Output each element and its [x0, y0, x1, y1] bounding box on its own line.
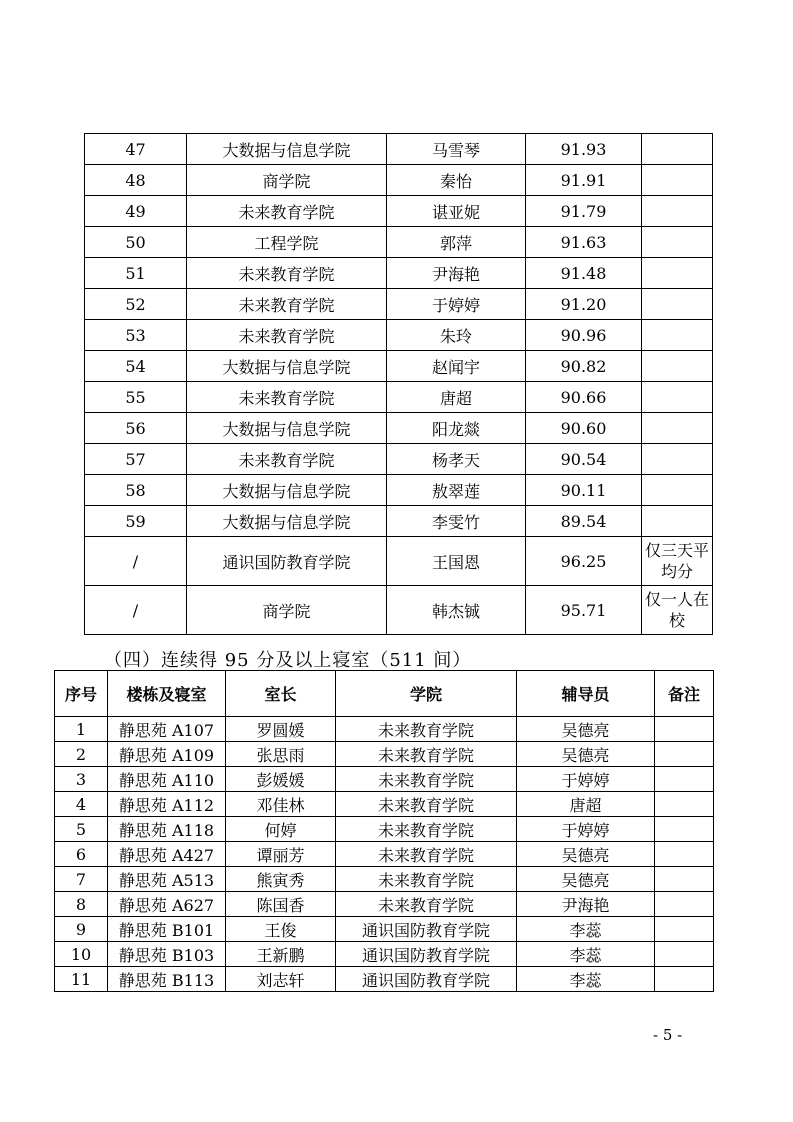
- cell-no: 56: [85, 413, 187, 444]
- cell-counselor: 尹海艳: [517, 892, 655, 917]
- cell-counselor: 于婷婷: [517, 817, 655, 842]
- cell-room: 静思苑 A118: [108, 817, 226, 842]
- cell-note: [642, 289, 713, 320]
- header-room: 楼栋及寝室: [108, 671, 226, 717]
- cell-note: [655, 967, 714, 992]
- cell-score: 96.25: [526, 537, 642, 586]
- cell-leader: 刘志轩: [226, 967, 336, 992]
- cell-note: [642, 134, 713, 165]
- cell-counselor: 吴德亮: [517, 742, 655, 767]
- cell-note: [642, 196, 713, 227]
- cell-room: 静思苑 A109: [108, 742, 226, 767]
- score-table: [84, 133, 713, 635]
- cell-note: [655, 792, 714, 817]
- cell-note: [655, 917, 714, 942]
- score-row: [85, 382, 713, 413]
- cell-no: 11: [55, 967, 108, 992]
- cell-no: 51: [85, 258, 187, 289]
- cell-college: 未来教育学院: [336, 742, 517, 767]
- cell-name: 赵闻宇: [387, 351, 526, 382]
- cell-no: 50: [85, 227, 187, 258]
- cell-score: 91.93: [526, 134, 642, 165]
- header-note: 备注: [655, 671, 714, 717]
- cell-no: 54: [85, 351, 187, 382]
- cell-college: 通识国防教育学院: [336, 917, 517, 942]
- cell-note: [655, 767, 714, 792]
- score-row: [85, 351, 713, 382]
- cell-no: 52: [85, 289, 187, 320]
- cell-no: 59: [85, 506, 187, 537]
- cell-leader: 何婷: [226, 817, 336, 842]
- cell-college: 大数据与信息学院: [187, 134, 387, 165]
- score-row: [85, 258, 713, 289]
- score-row: [85, 165, 713, 196]
- dorm-row: [55, 842, 714, 867]
- score-row: [85, 196, 713, 227]
- score-row: [85, 320, 713, 351]
- dorm-row: [55, 942, 714, 967]
- cell-room: 静思苑 A112: [108, 792, 226, 817]
- cell-college: 未来教育学院: [187, 258, 387, 289]
- cell-no: 55: [85, 382, 187, 413]
- cell-note: [655, 742, 714, 767]
- cell-college: 未来教育学院: [187, 320, 387, 351]
- cell-counselor: 唐超: [517, 792, 655, 817]
- cell-college: 商学院: [187, 165, 387, 196]
- score-row: [85, 586, 713, 635]
- cell-college: 未来教育学院: [336, 792, 517, 817]
- score-row: [85, 537, 713, 586]
- cell-name: 李雯竹: [387, 506, 526, 537]
- cell-note: [655, 892, 714, 917]
- cell-note: [642, 413, 713, 444]
- cell-room: 静思苑 A107: [108, 717, 226, 742]
- cell-no: 48: [85, 165, 187, 196]
- cell-college: 商学院: [187, 586, 387, 635]
- cell-college: 大数据与信息学院: [187, 506, 387, 537]
- cell-leader: 谭丽芳: [226, 842, 336, 867]
- cell-note: [642, 165, 713, 196]
- cell-leader: 邓佳林: [226, 792, 336, 817]
- cell-college: 未来教育学院: [187, 196, 387, 227]
- cell-name: 王国恩: [387, 537, 526, 586]
- cell-college: 大数据与信息学院: [187, 413, 387, 444]
- dorm-row: [55, 792, 714, 817]
- cell-name: 敖翠莲: [387, 475, 526, 506]
- cell-no: 3: [55, 767, 108, 792]
- dorm-row: [55, 767, 714, 792]
- score-row: [85, 413, 713, 444]
- score-row: [85, 444, 713, 475]
- cell-leader: 陈国香: [226, 892, 336, 917]
- cell-note: [655, 867, 714, 892]
- cell-college: 未来教育学院: [187, 382, 387, 413]
- cell-score: 91.63: [526, 227, 642, 258]
- cell-counselor: 李蕊: [517, 967, 655, 992]
- cell-no: 47: [85, 134, 187, 165]
- cell-college: 未来教育学院: [187, 289, 387, 320]
- header-college: 学院: [336, 671, 517, 717]
- cell-college: 未来教育学院: [336, 842, 517, 867]
- cell-score: 90.60: [526, 413, 642, 444]
- cell-note: [642, 351, 713, 382]
- cell-leader: 张思雨: [226, 742, 336, 767]
- header-no: 序号: [55, 671, 108, 717]
- cell-leader: 罗圆媛: [226, 717, 336, 742]
- cell-college: 通识国防教育学院: [336, 967, 517, 992]
- cell-score: 90.66: [526, 382, 642, 413]
- cell-note: [642, 382, 713, 413]
- score-row: [85, 134, 713, 165]
- cell-note: [642, 320, 713, 351]
- cell-note: [642, 475, 713, 506]
- cell-name: 马雪琴: [387, 134, 526, 165]
- header-leader: 室长: [226, 671, 336, 717]
- cell-name: 于婷婷: [387, 289, 526, 320]
- cell-no: 7: [55, 867, 108, 892]
- cell-college: 未来教育学院: [336, 717, 517, 742]
- cell-counselor: 吴德亮: [517, 842, 655, 867]
- cell-leader: 王俊: [226, 917, 336, 942]
- cell-no: /: [85, 586, 187, 635]
- section-heading: （四）连续得 95 分及以上寝室（511 间）: [104, 650, 472, 671]
- cell-score: 91.79: [526, 196, 642, 227]
- cell-college: 未来教育学院: [187, 444, 387, 475]
- cell-name: 杨孝天: [387, 444, 526, 475]
- cell-score: 90.82: [526, 351, 642, 382]
- cell-college: 未来教育学院: [336, 817, 517, 842]
- header-counselor: 辅导员: [517, 671, 655, 717]
- cell-no: 2: [55, 742, 108, 767]
- cell-counselor: 李蕊: [517, 942, 655, 967]
- cell-note: [655, 942, 714, 967]
- cell-score: 90.54: [526, 444, 642, 475]
- cell-no: 49: [85, 196, 187, 227]
- cell-room: 静思苑 A110: [108, 767, 226, 792]
- dorm-row: [55, 967, 714, 992]
- cell-college: 大数据与信息学院: [187, 351, 387, 382]
- cell-no: /: [85, 537, 187, 586]
- score-row: [85, 475, 713, 506]
- cell-no: 1: [55, 717, 108, 742]
- cell-room: 静思苑 A513: [108, 867, 226, 892]
- dorm-row: [55, 742, 714, 767]
- cell-name: 谌亚妮: [387, 196, 526, 227]
- cell-college: 通识国防教育学院: [187, 537, 387, 586]
- cell-score: 95.71: [526, 586, 642, 635]
- cell-leader: 彭媛媛: [226, 767, 336, 792]
- cell-name: 郭萍: [387, 227, 526, 258]
- cell-room: 静思苑 B113: [108, 967, 226, 992]
- cell-note: [642, 258, 713, 289]
- cell-room: 静思苑 A627: [108, 892, 226, 917]
- cell-no: 4: [55, 792, 108, 817]
- cell-no: 53: [85, 320, 187, 351]
- cell-score: 91.48: [526, 258, 642, 289]
- cell-name: 秦怡: [387, 165, 526, 196]
- cell-college: 工程学院: [187, 227, 387, 258]
- cell-room: 静思苑 A427: [108, 842, 226, 867]
- cell-name: 阳龙燚: [387, 413, 526, 444]
- cell-college: 未来教育学院: [336, 867, 517, 892]
- cell-note: [655, 842, 714, 867]
- cell-no: 5: [55, 817, 108, 842]
- cell-note: [642, 444, 713, 475]
- score-row: [85, 227, 713, 258]
- cell-counselor: 于婷婷: [517, 767, 655, 792]
- cell-score: 89.54: [526, 506, 642, 537]
- cell-score: 91.91: [526, 165, 642, 196]
- cell-no: 58: [85, 475, 187, 506]
- cell-no: 8: [55, 892, 108, 917]
- cell-college: 未来教育学院: [336, 892, 517, 917]
- cell-score: 90.96: [526, 320, 642, 351]
- cell-note: 仅一人在校: [642, 586, 713, 635]
- cell-no: 10: [55, 942, 108, 967]
- score-row: [85, 506, 713, 537]
- cell-room: 静思苑 B103: [108, 942, 226, 967]
- cell-counselor: 吴德亮: [517, 717, 655, 742]
- cell-counselor: 李蕊: [517, 917, 655, 942]
- cell-no: 6: [55, 842, 108, 867]
- dorm-row: [55, 867, 714, 892]
- cell-counselor: 吴德亮: [517, 867, 655, 892]
- dorm-row: [55, 717, 714, 742]
- cell-note: [655, 817, 714, 842]
- cell-note: [655, 717, 714, 742]
- cell-note: [642, 227, 713, 258]
- cell-leader: 熊寅秀: [226, 867, 336, 892]
- score-row: [85, 289, 713, 320]
- cell-name: 唐超: [387, 382, 526, 413]
- dorm-table: [54, 670, 714, 992]
- dorm-row: [55, 817, 714, 842]
- cell-name: 朱玲: [387, 320, 526, 351]
- cell-note: 仅三天平均分: [642, 537, 713, 586]
- cell-leader: 王新鹏: [226, 942, 336, 967]
- cell-college: 大数据与信息学院: [187, 475, 387, 506]
- dorm-row: [55, 917, 714, 942]
- dorm-row: [55, 892, 714, 917]
- cell-no: 57: [85, 444, 187, 475]
- cell-note: [642, 506, 713, 537]
- cell-no: 9: [55, 917, 108, 942]
- cell-room: 静思苑 B101: [108, 917, 226, 942]
- cell-college: 通识国防教育学院: [336, 942, 517, 967]
- cell-college: 未来教育学院: [336, 767, 517, 792]
- dorm-header-row: [55, 671, 714, 717]
- cell-name: 尹海艳: [387, 258, 526, 289]
- cell-score: 90.11: [526, 475, 642, 506]
- cell-name: 韩杰铖: [387, 586, 526, 635]
- cell-score: 91.20: [526, 289, 642, 320]
- page-number: - 5 -: [653, 1026, 683, 1044]
